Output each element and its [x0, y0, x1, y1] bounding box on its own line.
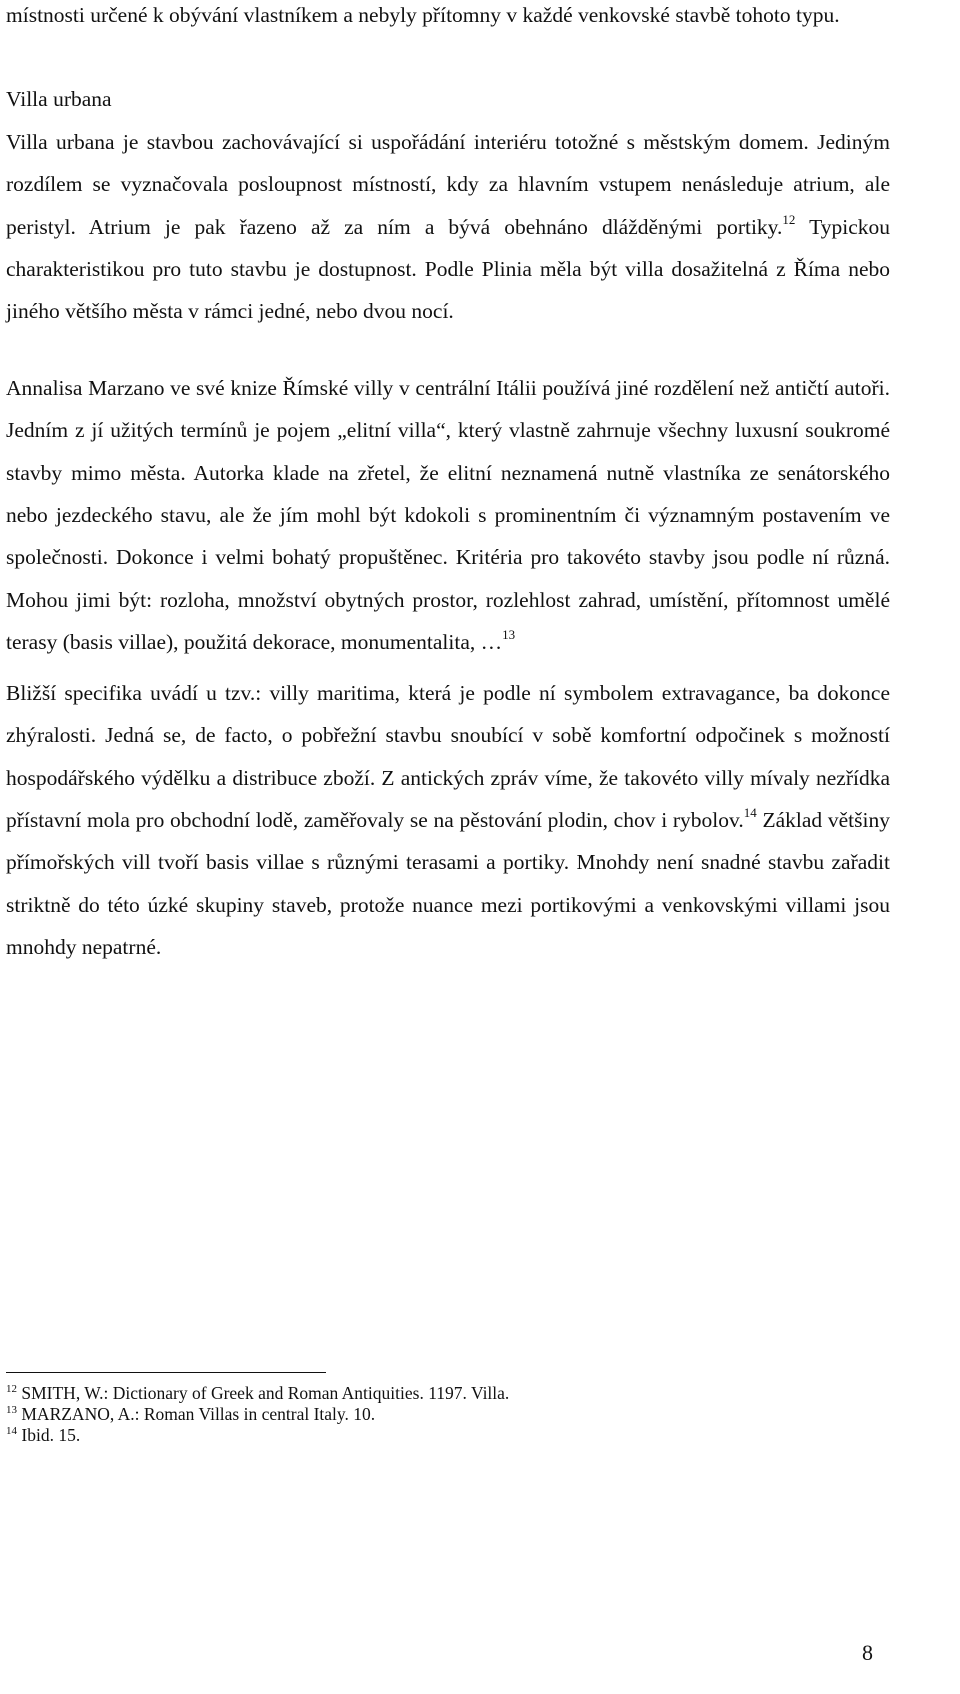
footnote-number: 12	[6, 1383, 17, 1395]
footnotes	[6, 1383, 890, 1446]
paragraph-villa-maritima	[6, 672, 890, 969]
section-heading: Villa urbana	[6, 87, 112, 112]
paragraph-text: Typickou charakteristikou pro tuto stavbu je dostupnost. Podle Plinia měla být villa dosažitelná z Říma nebo jiného většího města v rámci jedné, nebo dvou nocí.	[6, 214, 890, 324]
footnote-separator	[6, 1372, 326, 1373]
paragraph-marzano	[6, 367, 890, 664]
paragraph-text: Annalisa Marzano ve své knize Římské villy v centrální Itálii používá jiné rozdělení než antičtí autoři. Jedním z jí užitých termínů je pojem „elitní villa“, který vlastně zahrnuje všechny luxusní soukromé stavby mimo města. Autorka klade na zřetel, že elitní neznamená nutně vlastníka ze senátorského nebo jezdeckého stavu, ale že jím mohl být kdokoli s prominentním či významným postavením ve společnosti. Dokonce i velmi bohatý propuštěnec. Kritéria pro takovéto stavby jsou podle ní různá. Mohou jimi být: rozloha, množství obytných prostor, rozlehlost zahrad, umístění, přítomnost umělé terasy (basis villae), použitá dekorace, monumentalita, …	[6, 375, 890, 655]
page-body	[6, 0, 890, 969]
footnote-text: MARZANO, A.: Roman Villas in central Italy. 10.	[21, 1404, 376, 1424]
footnote-ref-14[interactable]: 14	[743, 804, 757, 820]
paragraph-text: Bližší specifika uvádí u tzv.: villy maritima, která je podle ní symbolem extravagance, ba dokonce zhýralosti. Jedná se, de facto, o pobřežní stavbu snoubící v sobě komfortní odpočinek s možností hospodářského výdělku a distribuce zboží. Z antických zpráv víme, že takovéto villy mívaly nezřídka přístavní mola pro obchodní lodě, zaměřovaly se na pěstování plodin, chov i rybolov.	[6, 680, 890, 832]
page-number: 8	[862, 1640, 873, 1665]
footnote-number: 13	[6, 1404, 17, 1416]
paragraph-text: Villa urbana je stavbou zachovávající si uspořádání interiéru totožné s městským domem. Jediným rozdílem se vyznačovala posloupnost místností, kdy za hlavním vstupem nenásleduje atrium, ale peristyl. Atrium je pak řazeno až za ním a bývá obehnáno dlážděnými portiky.	[6, 129, 890, 239]
footnote-14	[6, 1425, 890, 1446]
footnote-text: SMITH, W.: Dictionary of Greek and Roman Antiquities. 1197. Villa.	[21, 1383, 510, 1403]
paragraph-continued: místnosti určené k obývání vlastníkem a nebyly přítomny v každé venkovské stavbě tohoto typu.	[6, 3, 840, 27]
footnote-ref-13[interactable]: 13	[502, 627, 516, 643]
paragraph-text: Základ většiny přímořských vill tvoří basis villae s různými terasami a portiky. Mnohdy není snadné stavbu zařadit striktně do této úzké skupiny staveb, protože nuance mezi portikovými a venkovskými villami jsou mnohdy nepatrné.	[6, 807, 890, 960]
footnote-ref-12[interactable]: 12	[782, 211, 796, 227]
footnote-number: 14	[6, 1425, 17, 1437]
footnote-12	[6, 1383, 890, 1404]
paragraph-villa-urbana	[6, 121, 890, 333]
footnote-13	[6, 1404, 890, 1425]
footnote-text: Ibid. 15.	[21, 1425, 81, 1445]
